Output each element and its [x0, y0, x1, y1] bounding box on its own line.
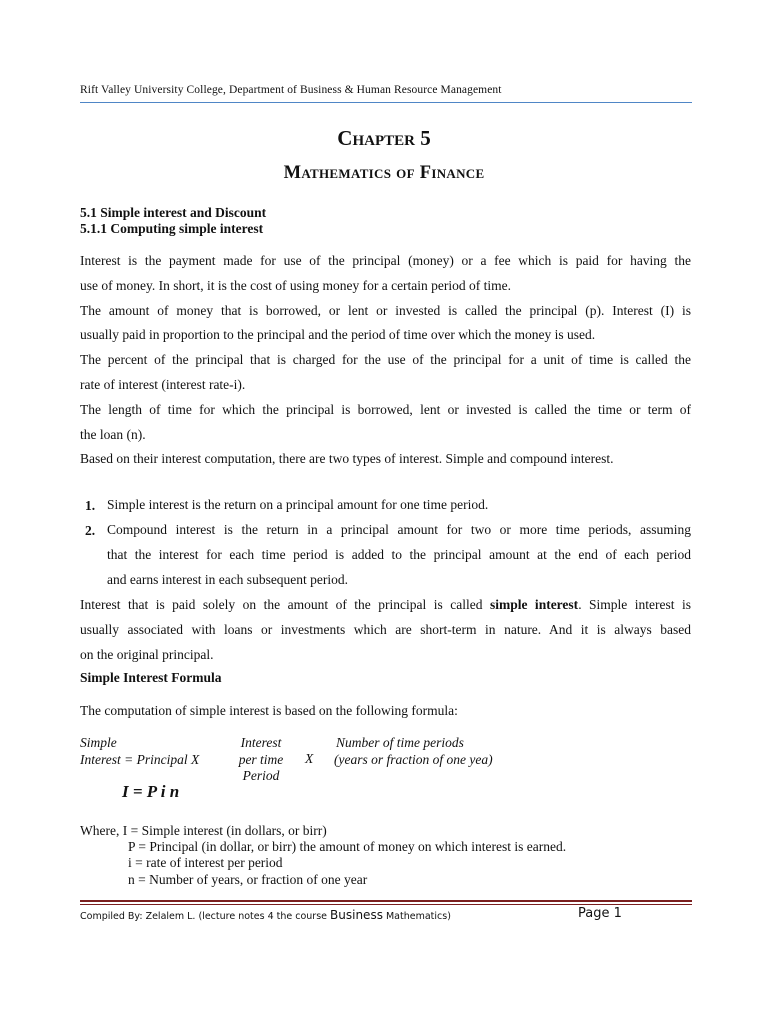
text-line: Interest	[240, 735, 282, 750]
text-line: The percent of the principal that is charged for the use of the principal for a unit of time is called the	[80, 352, 691, 368]
chapter-subject: Mathematics of Finance	[283, 163, 485, 183]
list-item	[107, 493, 691, 518]
term-simple-interest: simple interest	[489, 597, 579, 612]
text-line: and earns interest in each subsequent period.	[107, 571, 349, 587]
text-run: Interest that is paid solely on the amount of the principal is called	[80, 597, 490, 612]
footer-rule	[80, 904, 692, 905]
text-line: rate of interest (interest rate-i).	[80, 376, 246, 392]
text-line: on the original principal.	[80, 646, 214, 662]
section-heading-5-1: 5.1 Simple interest and Discount	[80, 205, 267, 220]
simple-interest-formula: I = P i n	[122, 782, 180, 801]
text-line: the loan (n).	[80, 426, 146, 442]
text-line	[80, 593, 691, 618]
text-line: Simple	[80, 735, 117, 750]
formula-intro: The computation of simple interest is based on the following formula:	[80, 703, 458, 718]
text-line: Interest = Principal X	[80, 751, 200, 767]
footer-rule	[80, 900, 692, 902]
where-line-n: n = Number of years, or fraction of one year	[128, 872, 368, 887]
where-line-i-rate: i = rate of interest per period	[128, 855, 283, 870]
text-line: (years or fraction of one yea)	[334, 751, 493, 767]
running-header: Rift Valley University College, Department of Business & Human Resource Management	[80, 84, 502, 96]
text-line: Number of time periods	[336, 735, 464, 750]
formula-col-time-periods	[334, 735, 493, 768]
intro-paragraphs	[80, 249, 691, 472]
text-line: Based on their interest computation, there are two types of interest. Simple and compound interest.	[80, 451, 614, 467]
section-heading-5-1-1: 5.1.1 Computing simple interest	[80, 221, 264, 236]
text-line: Compound interest is the return in a principal amount for two or more time periods, assuming	[107, 522, 691, 537]
footer-credit	[80, 908, 451, 922]
list-number: 2.	[85, 523, 96, 538]
text-line: Simple interest is the return on a principal amount for one time period.	[107, 497, 489, 512]
formula-heading: Simple Interest Formula	[80, 670, 222, 685]
page-number: Page 1	[578, 906, 622, 921]
text-run: Compiled By: Zelalem L. (lecture notes 4 the course	[80, 911, 331, 922]
text-line: per time	[238, 751, 284, 767]
header-rule	[80, 102, 692, 103]
where-line-p: P = Principal (in dollar, or birr) the amount of money on which interest is earned.	[128, 839, 567, 854]
list-number: 1.	[85, 498, 96, 513]
text-line: The amount of money that is borrowed, or lent or invested is called the principal (p). Interest (I) is	[80, 302, 691, 318]
text-line: use of money. In short, it is the cost of using money for a certain period of time.	[80, 277, 512, 293]
text-line: that the interest for each time period is added to the principal amount at the end of each period	[107, 546, 691, 562]
text-line: usually associated with loans or investments which are short-term in nature. And it is always based	[80, 621, 691, 637]
list-item	[107, 518, 691, 592]
formula-col-simple-interest	[80, 735, 199, 768]
where-line-i: Where, I = Simple interest (in dollars, or birr)	[80, 823, 327, 838]
text-line: The length of time for which the principal is borrowed, lent or invested is called the time or term of	[80, 401, 691, 417]
formula-col-interest-per-period	[228, 735, 294, 785]
text-run: Business	[330, 908, 383, 922]
text-line: usually paid in proportion to the principal and the period of time over which the money is used.	[80, 327, 596, 343]
simple-interest-paragraph	[80, 593, 691, 667]
text-line: Period	[242, 768, 280, 783]
chapter-title: Chapter 5	[337, 126, 431, 150]
text-run: Mathematics)	[382, 911, 451, 922]
formula-multiply-sign: X	[305, 751, 314, 766]
text-line: Interest is the payment made for use of the principal (money) or a fee which is paid for having the	[80, 253, 691, 268]
text-run: . Simple interest is	[578, 597, 692, 612]
